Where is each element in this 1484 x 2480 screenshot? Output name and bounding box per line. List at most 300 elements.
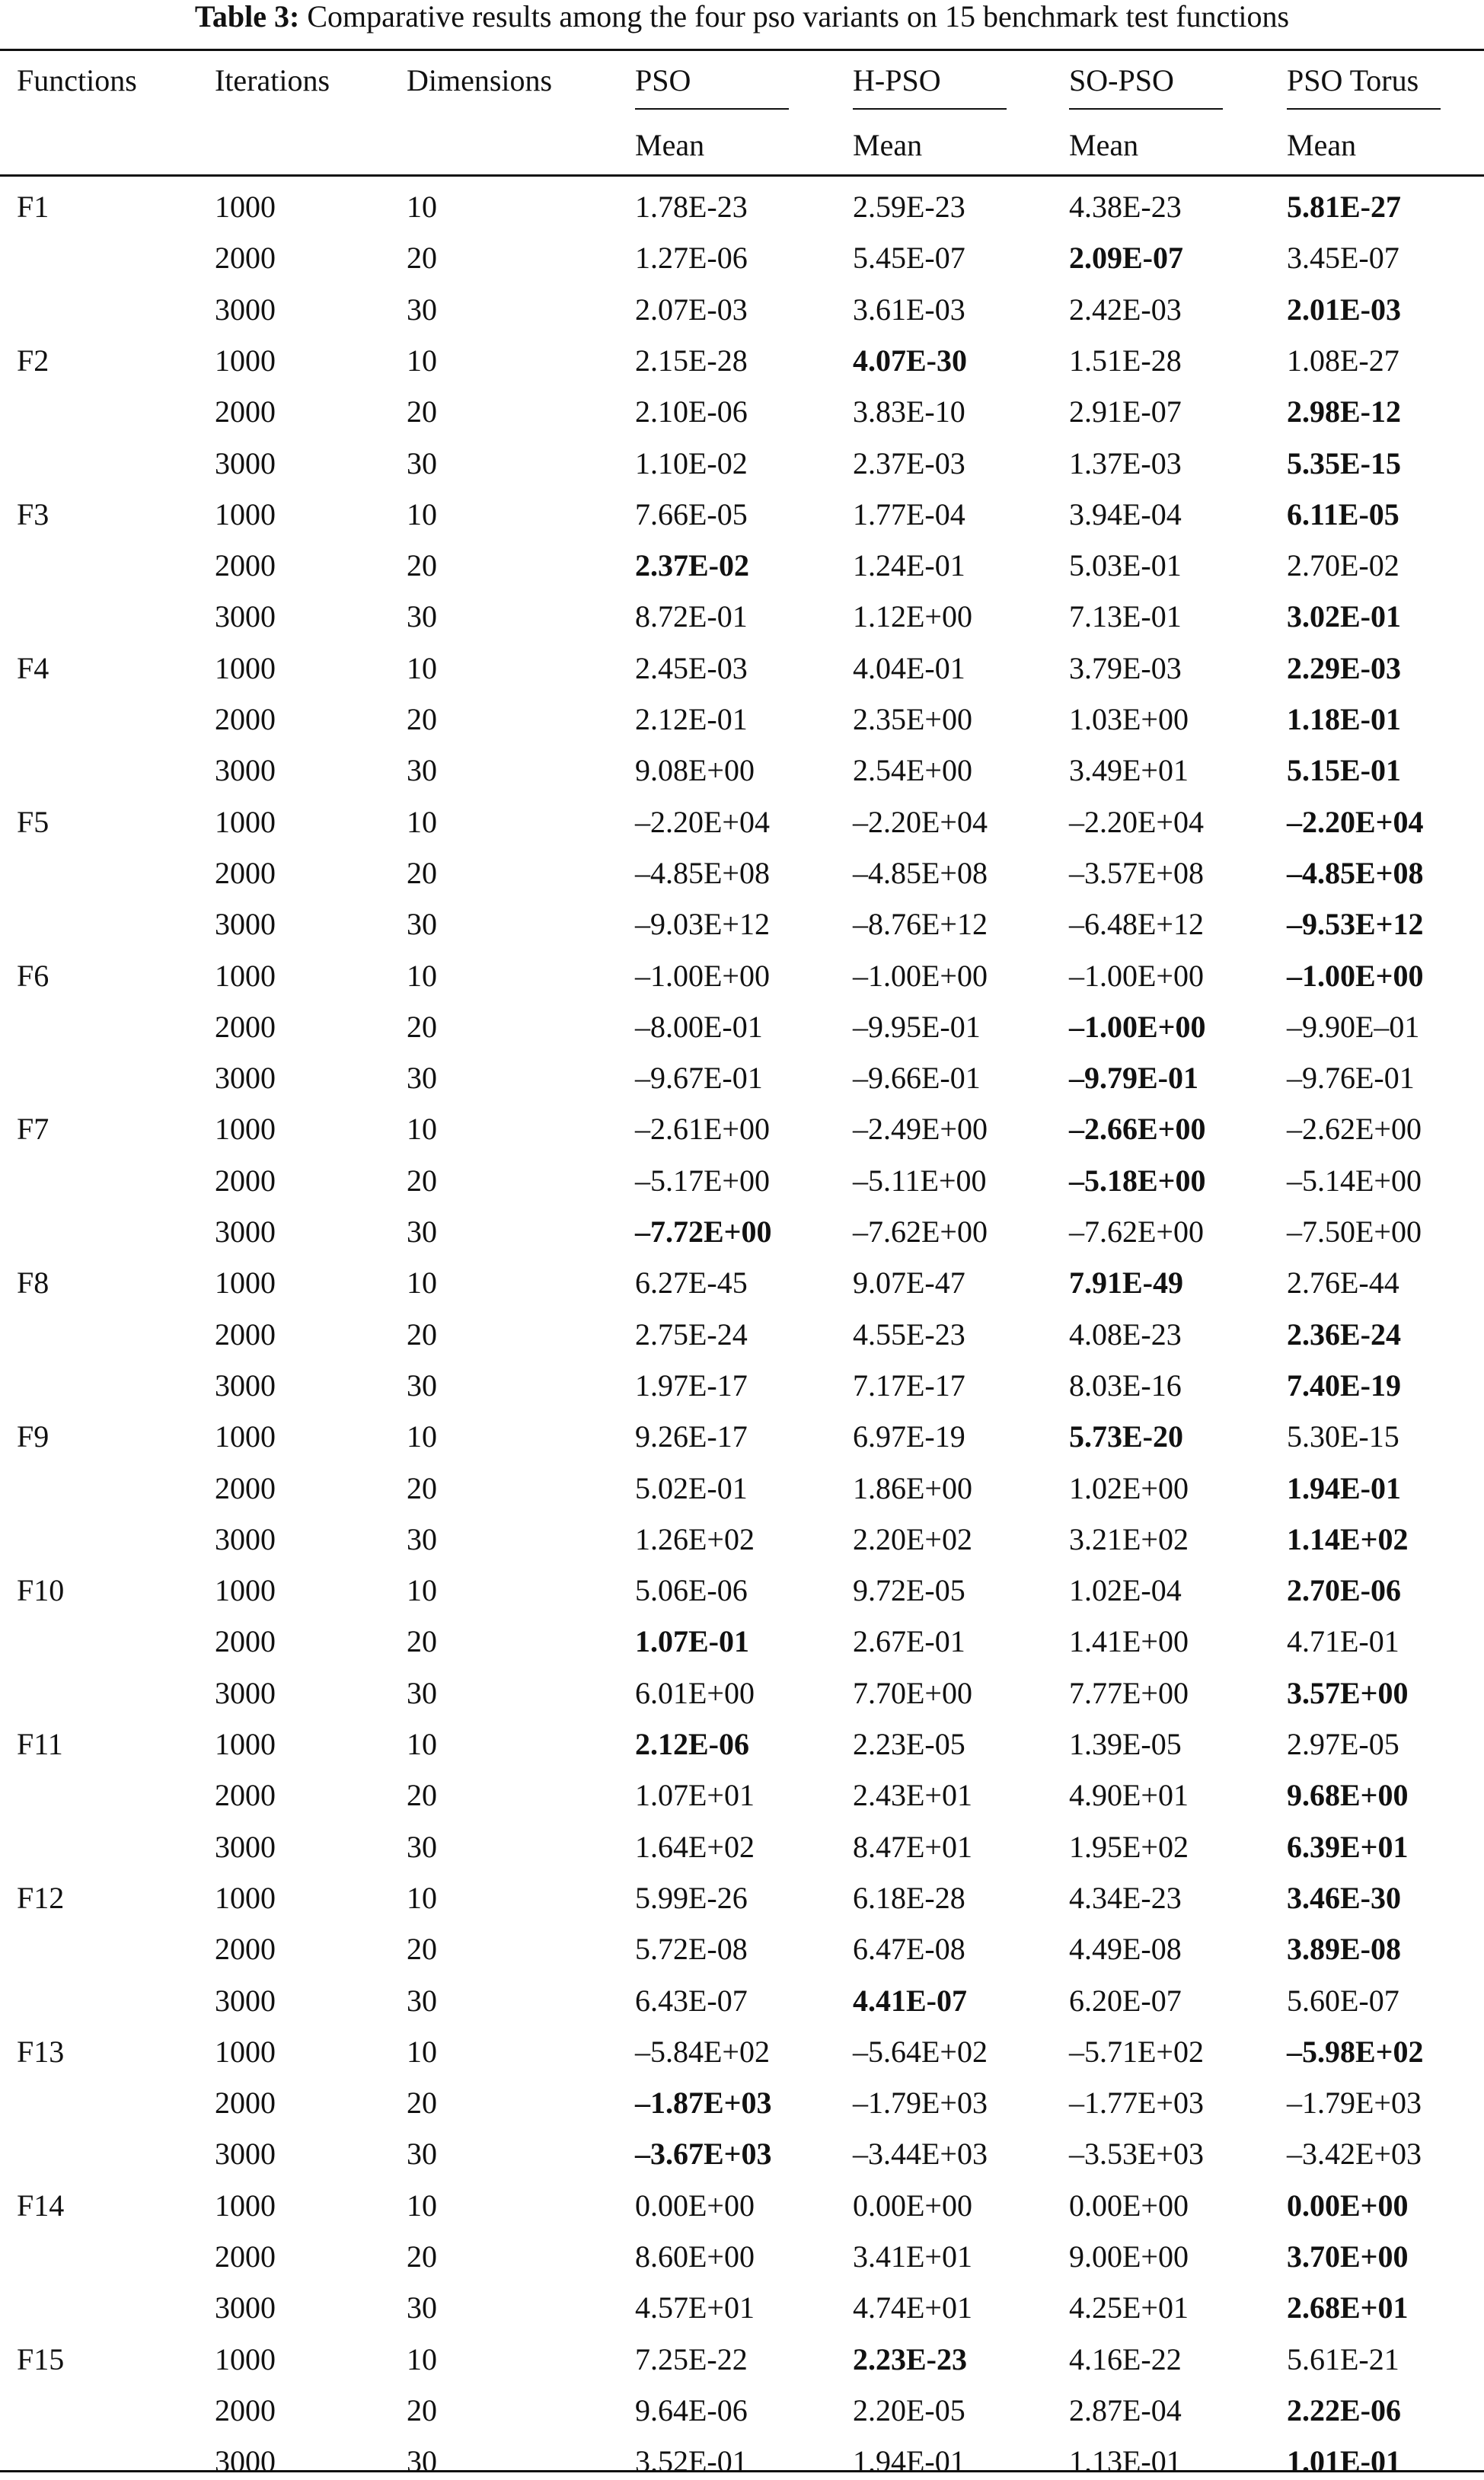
so-pso-mean-cell: 7.77E+00 [1069, 1676, 1189, 1710]
pso-torus-mean-cell: 3.89E-08 [1287, 1932, 1401, 1966]
so-pso-mean-cell: 1.37E-03 [1069, 446, 1182, 480]
iterations-cell: 2000 [215, 1010, 276, 1044]
so-pso-mean-cell: –1.77E+03 [1069, 2086, 1204, 2120]
function-cell: F1 [17, 190, 49, 224]
h-pso-mean-cell: 2.20E-05 [853, 2393, 965, 2427]
pso-mean-cell: 2.45E-03 [635, 651, 748, 685]
pso-torus-mean-cell: –9.76E-01 [1287, 1061, 1415, 1095]
iterations-cell: 2000 [215, 1778, 276, 1812]
function-cell: F13 [17, 2035, 65, 2069]
h-pso-mean-cell: 0.00E+00 [853, 2188, 972, 2223]
function-cell: F3 [17, 497, 49, 531]
iterations-cell: 3000 [215, 599, 276, 634]
dimensions-cell: 10 [407, 1112, 437, 1146]
so-pso-mean-cell: –6.48E+12 [1069, 907, 1204, 941]
pso-mean-cell: 8.60E+00 [635, 2239, 755, 2274]
so-pso-mean-cell: 9.00E+00 [1069, 2239, 1189, 2274]
h-pso-mean-cell: 7.70E+00 [853, 1676, 972, 1710]
h-pso-mean-cell: 7.17E-17 [853, 1368, 965, 1403]
function-cell: F11 [17, 1727, 63, 1761]
dimensions-cell: 20 [407, 2239, 437, 2274]
h-pso-mean-cell: 2.67E-01 [853, 1624, 965, 1658]
subheader-mean-so-pso: Mean [1069, 128, 1139, 162]
pso-mean-cell: –4.85E+08 [635, 856, 770, 890]
column-header-functions: Functions [17, 63, 137, 97]
pso-mean-cell: 9.08E+00 [635, 753, 755, 787]
so-pso-mean-cell: 5.03E-01 [1069, 548, 1182, 582]
h-pso-mean-cell: –1.79E+03 [853, 2086, 988, 2120]
dimensions-cell: 30 [407, 1368, 437, 1403]
pso-mean-cell: 1.26E+02 [635, 1522, 755, 1556]
h-pso-mean-cell: 6.18E-28 [853, 1881, 965, 1915]
h-pso-mean-cell: –9.66E-01 [853, 1061, 981, 1095]
h-pso-mean-cell: 2.54E+00 [853, 753, 972, 787]
iterations-cell: 1000 [215, 497, 276, 531]
dimensions-cell: 20 [407, 1163, 437, 1198]
dimensions-cell: 20 [407, 2086, 437, 2120]
pso-mean-cell: 2.12E-01 [635, 702, 748, 736]
pso-torus-mean-cell: 0.00E+00 [1287, 2188, 1409, 2223]
pso-mean-cell: 1.07E+01 [635, 1778, 755, 1812]
iterations-cell: 1000 [215, 1727, 276, 1761]
h-pso-mean-cell: 4.41E-07 [853, 1984, 967, 2018]
pso-torus-mean-cell: 5.60E-07 [1287, 1984, 1399, 2018]
pso-mean-cell: 4.57E+01 [635, 2290, 755, 2325]
iterations-cell: 2000 [215, 241, 276, 275]
h-pso-mean-cell: 1.24E-01 [853, 548, 965, 582]
function-cell: F2 [17, 343, 49, 378]
pso-mean-cell: –9.67E-01 [635, 1061, 763, 1095]
dimensions-cell: 30 [407, 1061, 437, 1095]
iterations-cell: 1000 [215, 1419, 276, 1454]
so-pso-mean-cell: –9.79E-01 [1069, 1061, 1198, 1095]
pso-torus-mean-cell: –2.62E+00 [1287, 1112, 1422, 1146]
column-header-so-pso: SO-PSO [1069, 63, 1174, 97]
pso-torus-mean-cell: 3.45E-07 [1287, 241, 1399, 275]
so-pso-mean-cell: –7.62E+00 [1069, 1214, 1204, 1249]
pso-torus-mean-cell: 2.29E-03 [1287, 651, 1401, 685]
function-cell: F7 [17, 1112, 49, 1146]
iterations-cell: 2000 [215, 1163, 276, 1198]
so-pso-mean-cell: 2.09E-07 [1069, 241, 1183, 275]
dimensions-cell: 20 [407, 856, 437, 890]
pso-torus-mean-cell: 5.35E-15 [1287, 446, 1401, 480]
so-pso-mean-cell: 4.38E-23 [1069, 190, 1182, 224]
dimensions-cell: 10 [407, 805, 437, 839]
pso-torus-mean-cell: 3.46E-30 [1287, 1881, 1401, 1915]
dimensions-cell: 30 [407, 1984, 437, 2018]
h-pso-mean-cell: 9.07E-47 [853, 1266, 965, 1300]
so-pso-mean-cell: 1.41E+00 [1069, 1624, 1189, 1658]
iterations-cell: 3000 [215, 1522, 276, 1556]
pso-torus-mean-cell: 2.76E-44 [1287, 1266, 1399, 1300]
pso-torus-mean-cell: –9.90E–01 [1287, 1010, 1420, 1044]
pso-torus-mean-cell: 2.70E-02 [1287, 548, 1399, 582]
pso-mean-cell: 3.52E-01 [635, 2444, 748, 2478]
pso-mean-cell: –1.87E+03 [635, 2086, 772, 2120]
column-underline-pso [635, 108, 789, 110]
function-cell: F15 [17, 2342, 65, 2376]
so-pso-mean-cell: 7.91E-49 [1069, 1266, 1183, 1300]
dimensions-cell: 30 [407, 599, 437, 634]
h-pso-mean-cell: 4.55E-23 [853, 1317, 965, 1352]
pso-torus-mean-cell: 3.57E+00 [1287, 1676, 1409, 1710]
h-pso-mean-cell: –3.44E+03 [853, 2137, 988, 2171]
pso-mean-cell: 8.72E-01 [635, 599, 748, 634]
so-pso-mean-cell: 1.02E+00 [1069, 1471, 1189, 1505]
h-pso-mean-cell: –8.76E+12 [853, 907, 988, 941]
pso-torus-mean-cell: –5.14E+00 [1287, 1163, 1422, 1198]
h-pso-mean-cell: 2.23E-23 [853, 2342, 967, 2376]
pso-torus-mean-cell: –7.50E+00 [1287, 1214, 1422, 1249]
dimensions-cell: 30 [407, 2137, 437, 2171]
iterations-cell: 2000 [215, 2393, 276, 2427]
dimensions-cell: 10 [407, 1881, 437, 1915]
dimensions-cell: 10 [407, 2188, 437, 2223]
iterations-cell: 1000 [215, 805, 276, 839]
pso-mean-cell: 7.25E-22 [635, 2342, 748, 2376]
pso-mean-cell: 0.00E+00 [635, 2188, 755, 2223]
pso-mean-cell: 2.15E-28 [635, 343, 748, 378]
so-pso-mean-cell: –1.00E+00 [1069, 959, 1204, 993]
function-cell: F9 [17, 1419, 49, 1454]
iterations-cell: 3000 [215, 1214, 276, 1249]
h-pso-mean-cell: 1.77E-04 [853, 497, 965, 531]
h-pso-mean-cell: 3.41E+01 [853, 2239, 972, 2274]
so-pso-mean-cell: –5.18E+00 [1069, 1163, 1206, 1198]
dimensions-cell: 10 [407, 190, 437, 224]
dimensions-cell: 10 [407, 1266, 437, 1300]
iterations-cell: 1000 [215, 651, 276, 685]
h-pso-mean-cell: 1.94E-01 [853, 2444, 965, 2478]
h-pso-mean-cell: 4.04E-01 [853, 651, 965, 685]
iterations-cell: 1000 [215, 2342, 276, 2376]
dimensions-cell: 10 [407, 651, 437, 685]
h-pso-mean-cell: –4.85E+08 [853, 856, 988, 890]
pso-mean-cell: 1.97E-17 [635, 1368, 748, 1403]
iterations-cell: 3000 [215, 292, 276, 327]
caption-label: Table 3: [194, 0, 300, 34]
so-pso-mean-cell: 4.08E-23 [1069, 1317, 1182, 1352]
iterations-cell: 1000 [215, 959, 276, 993]
pso-torus-mean-cell: –1.79E+03 [1287, 2086, 1422, 2120]
pso-torus-mean-cell: 3.02E-01 [1287, 599, 1401, 634]
function-cell: F4 [17, 651, 49, 685]
h-pso-mean-cell: –9.95E-01 [853, 1010, 981, 1044]
dimensions-cell: 20 [407, 241, 437, 275]
pso-torus-mean-cell: 6.11E-05 [1287, 497, 1399, 531]
dimensions-cell: 20 [407, 2393, 437, 2427]
dimensions-cell: 30 [407, 292, 437, 327]
pso-torus-mean-cell: 2.70E-06 [1287, 1573, 1401, 1607]
pso-mean-cell: 5.02E-01 [635, 1471, 748, 1505]
so-pso-mean-cell: 3.79E-03 [1069, 651, 1182, 685]
h-pso-mean-cell: –5.11E+00 [853, 1163, 987, 1198]
h-pso-mean-cell: 6.47E-08 [853, 1932, 965, 1966]
so-pso-mean-cell: –1.00E+00 [1069, 1010, 1206, 1044]
pso-torus-mean-cell: –4.85E+08 [1287, 856, 1424, 890]
dimensions-cell: 30 [407, 1676, 437, 1710]
top-rule [0, 49, 1484, 51]
pso-mean-cell: –2.61E+00 [635, 1112, 770, 1146]
dimensions-cell: 20 [407, 1010, 437, 1044]
iterations-cell: 1000 [215, 190, 276, 224]
column-underline-h-pso [853, 108, 1007, 110]
pso-torus-mean-cell: 5.15E-01 [1287, 753, 1401, 787]
iterations-cell: 3000 [215, 1984, 276, 2018]
so-pso-mean-cell: 4.90E+01 [1069, 1778, 1189, 1812]
pso-torus-mean-cell: 7.40E-19 [1287, 1368, 1401, 1403]
function-cell: F10 [17, 1573, 65, 1607]
pso-mean-cell: –5.84E+02 [635, 2035, 770, 2069]
dimensions-cell: 20 [407, 1317, 437, 1352]
dimensions-cell: 20 [407, 702, 437, 736]
iterations-cell: 1000 [215, 2035, 276, 2069]
pso-mean-cell: 2.75E-24 [635, 1317, 748, 1352]
iterations-cell: 2000 [215, 2239, 276, 2274]
so-pso-mean-cell: 3.49E+01 [1069, 753, 1189, 787]
iterations-cell: 1000 [215, 1112, 276, 1146]
pso-mean-cell: 2.07E-03 [635, 292, 748, 327]
pso-mean-cell: –5.17E+00 [635, 1163, 770, 1198]
dimensions-cell: 30 [407, 1830, 437, 1864]
h-pso-mean-cell: 3.83E-10 [853, 394, 965, 429]
so-pso-mean-cell: 5.73E-20 [1069, 1419, 1183, 1454]
column-header-iterations: Iterations [215, 63, 330, 97]
so-pso-mean-cell: 0.00E+00 [1069, 2188, 1189, 2223]
pso-mean-cell: 1.10E-02 [635, 446, 748, 480]
dimensions-cell: 10 [407, 2035, 437, 2069]
dimensions-cell: 10 [407, 959, 437, 993]
pso-mean-cell: 7.66E-05 [635, 497, 748, 531]
so-pso-mean-cell: –3.57E+08 [1069, 856, 1204, 890]
h-pso-mean-cell: 5.45E-07 [853, 241, 965, 275]
iterations-cell: 1000 [215, 1266, 276, 1300]
iterations-cell: 3000 [215, 1830, 276, 1864]
pso-mean-cell: 9.64E-06 [635, 2393, 748, 2427]
dimensions-cell: 30 [407, 1522, 437, 1556]
pso-mean-cell: 9.26E-17 [635, 1419, 748, 1454]
dimensions-cell: 10 [407, 1573, 437, 1607]
function-cell: F5 [17, 805, 49, 839]
h-pso-mean-cell: 4.07E-30 [853, 343, 967, 378]
dimensions-cell: 10 [407, 2342, 437, 2376]
pso-mean-cell: –9.03E+12 [635, 907, 770, 941]
pso-torus-mean-cell: 2.98E-12 [1287, 394, 1401, 429]
dimensions-cell: 20 [407, 1778, 437, 1812]
function-cell: F6 [17, 959, 49, 993]
so-pso-mean-cell: 8.03E-16 [1069, 1368, 1182, 1403]
subheader-mean-pso-torus: Mean [1287, 128, 1357, 162]
iterations-cell: 1000 [215, 2188, 276, 2223]
so-pso-mean-cell: 1.02E-04 [1069, 1573, 1182, 1607]
h-pso-mean-cell: –1.00E+00 [853, 959, 988, 993]
so-pso-mean-cell: 4.16E-22 [1069, 2342, 1182, 2376]
h-pso-mean-cell: 8.47E+01 [853, 1830, 972, 1864]
so-pso-mean-cell: –2.66E+00 [1069, 1112, 1206, 1146]
h-pso-mean-cell: –5.64E+02 [853, 2035, 988, 2069]
dimensions-cell: 20 [407, 1624, 437, 1658]
caption-text: Comparative results among the four pso variants on 15 benchmark test functions [307, 0, 1290, 34]
h-pso-mean-cell: 2.35E+00 [853, 702, 972, 736]
pso-mean-cell: –8.00E-01 [635, 1010, 763, 1044]
iterations-cell: 3000 [215, 2137, 276, 2171]
iterations-cell: 3000 [215, 907, 276, 941]
iterations-cell: 2000 [215, 856, 276, 890]
so-pso-mean-cell: 1.13E-01 [1069, 2444, 1182, 2478]
iterations-cell: 2000 [215, 548, 276, 582]
h-pso-mean-cell: 3.61E-03 [853, 292, 965, 327]
pso-mean-cell: 6.27E-45 [635, 1266, 748, 1300]
pso-mean-cell: 2.10E-06 [635, 394, 748, 429]
pso-torus-mean-cell: 1.14E+02 [1287, 1522, 1409, 1556]
pso-torus-mean-cell: 2.97E-05 [1287, 1727, 1399, 1761]
pso-mean-cell: 1.27E-06 [635, 241, 748, 275]
h-pso-mean-cell: 2.23E-05 [853, 1727, 965, 1761]
so-pso-mean-cell: 2.87E-04 [1069, 2393, 1182, 2427]
so-pso-mean-cell: 4.49E-08 [1069, 1932, 1182, 1966]
so-pso-mean-cell: 2.91E-07 [1069, 394, 1182, 429]
iterations-cell: 3000 [215, 753, 276, 787]
h-pso-mean-cell: 2.37E-03 [853, 446, 965, 480]
dimensions-cell: 30 [407, 2444, 437, 2478]
dimensions-cell: 20 [407, 394, 437, 429]
dimensions-cell: 30 [407, 753, 437, 787]
pso-mean-cell: –1.00E+00 [635, 959, 770, 993]
dimensions-cell: 10 [407, 1419, 437, 1454]
pso-torus-mean-cell: 5.30E-15 [1287, 1419, 1399, 1454]
column-header-pso-torus: PSO Torus [1287, 63, 1419, 97]
so-pso-mean-cell: 2.42E-03 [1069, 292, 1182, 327]
column-header-h-pso: H-PSO [853, 63, 941, 97]
h-pso-mean-cell: 9.72E-05 [853, 1573, 965, 1607]
h-pso-mean-cell: –7.62E+00 [853, 1214, 988, 1249]
iterations-cell: 2000 [215, 394, 276, 429]
pso-mean-cell: 5.99E-26 [635, 1881, 748, 1915]
function-cell: F8 [17, 1266, 49, 1300]
dimensions-cell: 30 [407, 2290, 437, 2325]
pso-torus-mean-cell: 1.01E-01 [1287, 2444, 1401, 2478]
h-pso-mean-cell: 1.86E+00 [853, 1471, 972, 1505]
column-underline-so-pso [1069, 108, 1223, 110]
so-pso-mean-cell: 6.20E-07 [1069, 1984, 1182, 2018]
pso-mean-cell: –3.67E+03 [635, 2137, 772, 2171]
pso-torus-mean-cell: 5.81E-27 [1287, 190, 1401, 224]
column-header-dimensions: Dimensions [407, 63, 553, 97]
iterations-cell: 2000 [215, 1624, 276, 1658]
pso-mean-cell: 2.12E-06 [635, 1727, 749, 1761]
iterations-cell: 2000 [215, 1317, 276, 1352]
pso-torus-mean-cell: –3.42E+03 [1287, 2137, 1422, 2171]
so-pso-mean-cell: 1.03E+00 [1069, 702, 1189, 736]
dimensions-cell: 20 [407, 548, 437, 582]
pso-mean-cell: 1.64E+02 [635, 1830, 755, 1864]
pso-mean-cell: –2.20E+04 [635, 805, 770, 839]
pso-mean-cell: 6.43E-07 [635, 1984, 748, 2018]
dimensions-cell: 10 [407, 343, 437, 378]
iterations-cell: 2000 [215, 2086, 276, 2120]
so-pso-mean-cell: –2.20E+04 [1069, 805, 1204, 839]
pso-torus-mean-cell: 2.68E+01 [1287, 2290, 1409, 2325]
pso-torus-mean-cell: –1.00E+00 [1287, 959, 1424, 993]
iterations-cell: 3000 [215, 2444, 276, 2478]
table-caption [0, 0, 1484, 34]
iterations-cell: 3000 [215, 446, 276, 480]
pso-mean-cell: –7.72E+00 [635, 1214, 772, 1249]
pso-mean-cell: 5.72E-08 [635, 1932, 748, 1966]
so-pso-mean-cell: –5.71E+02 [1069, 2035, 1204, 2069]
so-pso-mean-cell: –3.53E+03 [1069, 2137, 1204, 2171]
function-cell: F14 [17, 2188, 65, 2223]
iterations-cell: 3000 [215, 1676, 276, 1710]
h-pso-mean-cell: –2.49E+00 [853, 1112, 988, 1146]
pso-torus-mean-cell: 3.70E+00 [1287, 2239, 1409, 2274]
so-pso-mean-cell: 4.34E-23 [1069, 1881, 1182, 1915]
subheader-mean-pso: Mean [635, 128, 705, 162]
dimensions-cell: 30 [407, 1214, 437, 1249]
pso-mean-cell: 1.78E-23 [635, 190, 748, 224]
pso-mean-cell: 1.07E-01 [635, 1624, 749, 1658]
pso-mean-cell: 6.01E+00 [635, 1676, 755, 1710]
dimensions-cell: 10 [407, 497, 437, 531]
pso-torus-mean-cell: 4.71E-01 [1287, 1624, 1399, 1658]
pso-torus-mean-cell: 9.68E+00 [1287, 1778, 1409, 1812]
pso-torus-mean-cell: 1.08E-27 [1287, 343, 1399, 378]
h-pso-mean-cell: 6.97E-19 [853, 1419, 965, 1454]
iterations-cell: 3000 [215, 2290, 276, 2325]
pso-torus-mean-cell: 6.39E+01 [1287, 1830, 1409, 1864]
column-header-pso: PSO [635, 63, 691, 97]
header-rule [0, 174, 1484, 177]
pso-torus-mean-cell: 2.36E-24 [1287, 1317, 1401, 1352]
pso-torus-mean-cell: 2.01E-03 [1287, 292, 1401, 327]
dimensions-cell: 20 [407, 1932, 437, 1966]
iterations-cell: 1000 [215, 1573, 276, 1607]
pso-torus-mean-cell: –9.53E+12 [1287, 907, 1424, 941]
so-pso-mean-cell: 3.94E-04 [1069, 497, 1182, 531]
dimensions-cell: 30 [407, 907, 437, 941]
h-pso-mean-cell: 2.59E-23 [853, 190, 965, 224]
function-cell: F12 [17, 1881, 65, 1915]
h-pso-mean-cell: 4.74E+01 [853, 2290, 972, 2325]
so-pso-mean-cell: 1.39E-05 [1069, 1727, 1182, 1761]
h-pso-mean-cell: 2.20E+02 [853, 1522, 972, 1556]
dimensions-cell: 30 [407, 446, 437, 480]
h-pso-mean-cell: 1.12E+00 [853, 599, 972, 634]
pso-torus-mean-cell: 5.61E-21 [1287, 2342, 1399, 2376]
iterations-cell: 3000 [215, 1061, 276, 1095]
dimensions-cell: 20 [407, 1471, 437, 1505]
so-pso-mean-cell: 1.51E-28 [1069, 343, 1182, 378]
pso-torus-mean-cell: –2.20E+04 [1287, 805, 1424, 839]
pso-torus-mean-cell: 1.94E-01 [1287, 1471, 1401, 1505]
subheader-mean-h-pso: Mean [853, 128, 923, 162]
iterations-cell: 2000 [215, 1932, 276, 1966]
iterations-cell: 1000 [215, 1881, 276, 1915]
iterations-cell: 2000 [215, 1471, 276, 1505]
iterations-cell: 3000 [215, 1368, 276, 1403]
pso-torus-mean-cell: 2.22E-06 [1287, 2393, 1401, 2427]
pso-mean-cell: 5.06E-06 [635, 1573, 748, 1607]
so-pso-mean-cell: 7.13E-01 [1069, 599, 1182, 634]
so-pso-mean-cell: 4.25E+01 [1069, 2290, 1189, 2325]
iterations-cell: 1000 [215, 343, 276, 378]
pso-torus-mean-cell: –5.98E+02 [1287, 2035, 1424, 2069]
iterations-cell: 2000 [215, 702, 276, 736]
h-pso-mean-cell: –2.20E+04 [853, 805, 988, 839]
dimensions-cell: 10 [407, 1727, 437, 1761]
so-pso-mean-cell: 1.95E+02 [1069, 1830, 1189, 1864]
